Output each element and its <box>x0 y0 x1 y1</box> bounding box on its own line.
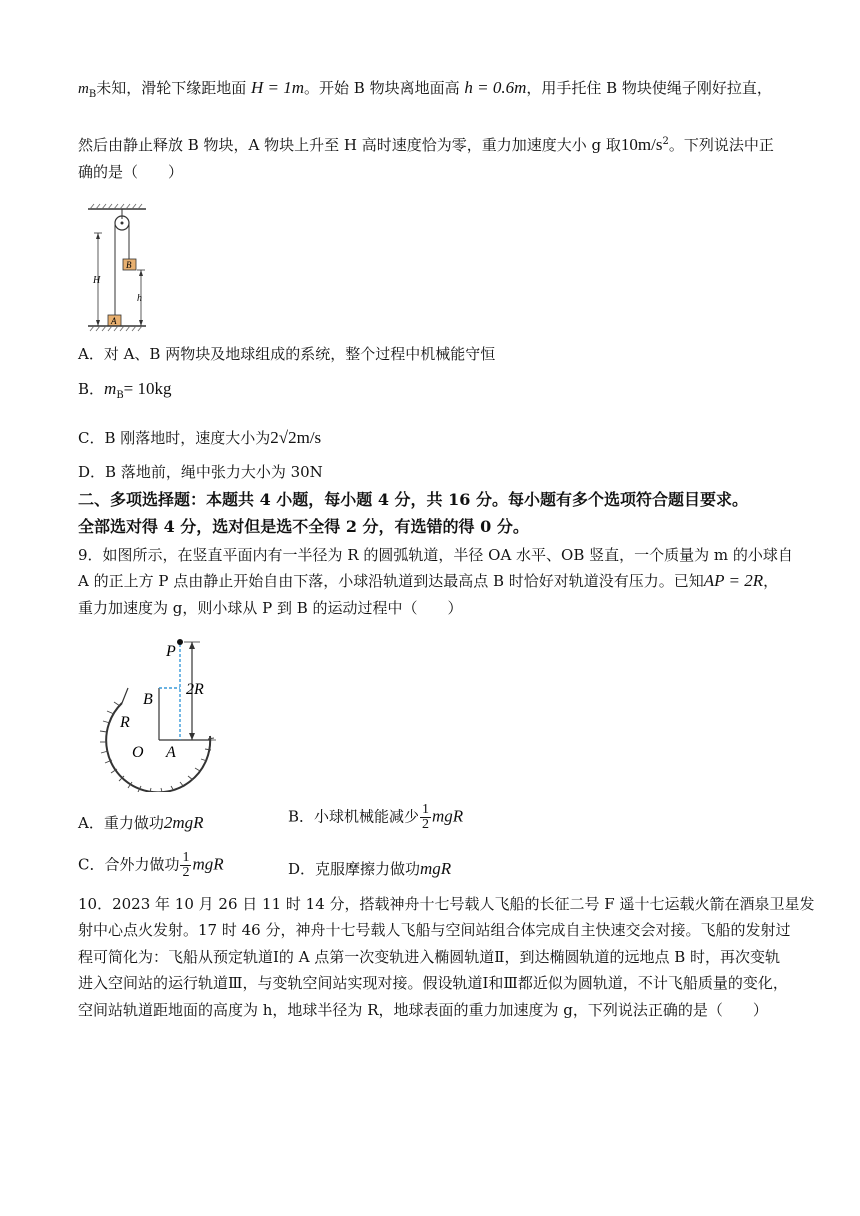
svg-text:A: A <box>111 316 117 326</box>
svg-text:R: R <box>120 714 130 731</box>
section2-heading-line1: 二、多项选择题：本题共 4 小题，每小题 4 分，共 16 分。每小题有多个选项符合题目要求。 <box>78 490 748 509</box>
svg-text:H: H <box>93 275 101 286</box>
q9-circular-track-figure <box>76 632 226 792</box>
q10-line1: 10．2023 年 10 月 26 日 11 时 14 分，搭载神舟十七号载人飞船的长征二号 F 遥十七运载火箭在酒泉卫星发 <box>78 895 815 913</box>
q9-option-c: C．合外力做功 $\frac{1}{2}$ mgR <box>78 850 224 880</box>
q8-line1: $m_B$未知，滑轮下缘距地面 H = 1m。开始 B 物块离地面高 h = 0.6m，用手托住 B 物块使绳子刚好拉直， <box>78 78 772 100</box>
q9-line1: 9．如图所示，在竖直平面内有一半径为 R 的圆弧轨道，半径 OA 水平、OB 竖直，一个质量为 m 的小球自 <box>78 546 793 564</box>
q10-line4: 进入空间站的运行轨道Ⅲ，与变轨空间站实现对接。假设轨道Ⅰ和Ⅲ都近似为圆轨道，不计飞船质量的变化， <box>78 974 788 992</box>
section2-heading-line2: 全部选对得 4 分，选对但是选不全得 2 分，有选错的得 0 分。 <box>78 517 529 536</box>
q9-option-b: B．小球机械能减少 $\frac{1}{2}$ mgR <box>288 802 464 832</box>
q9-option-d: D．克服摩擦力做功mgR <box>288 859 452 878</box>
q10-line3: 程可简化为：飞船从预定轨道Ⅰ的 A 点第一次变轨进入椭圆轨道Ⅱ，到达椭圆轨道的远地点 B 时，再次变轨 <box>78 948 781 966</box>
q9-line2: A 的正上方 P 点由静止开始自由下落，小球沿轨道到达最高点 B 时恰好对轨道没有压力。已知AP = 2R， <box>78 571 779 590</box>
svg-text:A: A <box>166 744 176 761</box>
q8-option-c: C．B 刚落地时，速度大小为2√2m/s <box>78 428 322 447</box>
fraction-half: $\frac{1}{2}$ <box>422 802 430 832</box>
q8-option-a: A．对 A、B 两物块及地球组成的系统，整个过程中机械能守恒 <box>78 345 496 363</box>
q8-option-b: B．$m_B= 10kg$ <box>78 379 172 401</box>
q8-line2: 然后由静止释放 B 物块，A 物块上升至 H 高时速度恰为零，重力加速度大小 g 取$10m/s^2$。下列说法中正 <box>78 135 774 154</box>
q9-option-a: A．重力做功2mgR <box>78 813 204 832</box>
q8-h-eq: h = 0.6m <box>464 78 527 97</box>
q10-line2: 射中心点火发射。17 时 46 分，神舟十七号载人飞船与空间站组合体完成自主快速交会对接。飞船的发射过 <box>78 921 791 939</box>
q9-line3: 重力加速度为 g，则小球从 P 到 B 的运动过程中（ ） <box>78 599 463 617</box>
q8-option-d: D．B 落地前，绳中张力大小为 30N <box>78 463 323 481</box>
svg-text:2R: 2R <box>186 681 204 698</box>
q8-line3: 确的是（ ） <box>78 163 184 181</box>
point-p <box>177 639 183 645</box>
svg-text:B: B <box>126 260 132 270</box>
q8-H-eq: H = 1m <box>251 78 305 97</box>
q10-line5: 空间站轨道距地面的高度为 h，地球半径为 R，地球表面的重力加速度为 g，下列说法正确的是（ ） <box>78 1001 768 1019</box>
svg-text:h: h <box>137 293 142 304</box>
q8-pulley-figure <box>86 203 152 333</box>
svg-text:B: B <box>143 691 153 708</box>
svg-text:P: P <box>166 643 176 660</box>
svg-text:O: O <box>132 744 144 761</box>
fraction-half: $\frac{1}{2}$ <box>182 850 190 880</box>
